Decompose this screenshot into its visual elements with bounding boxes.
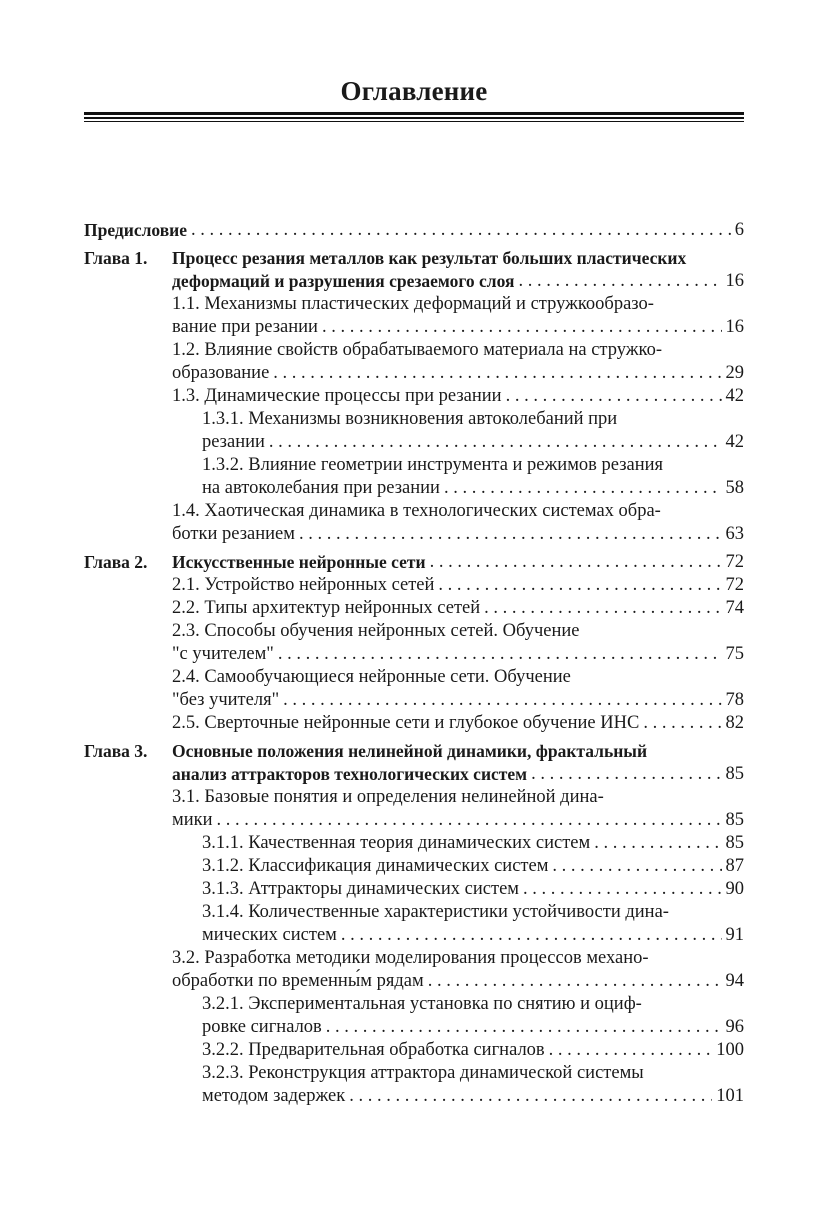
dot-leader xyxy=(514,270,721,293)
entry-title-line: Предисловие xyxy=(84,220,188,240)
entry-last-line xyxy=(172,809,744,832)
toc-entry[interactable] xyxy=(172,620,744,666)
dot-leader xyxy=(345,1085,712,1108)
page-number: 85 xyxy=(725,810,744,830)
entry-title-line: 3.1.1. Качественная теория динамических систем xyxy=(202,833,591,853)
dot-leader xyxy=(337,924,722,947)
dot-leader xyxy=(322,1016,722,1039)
entry-title-line: на автоколебания при резании xyxy=(202,478,440,498)
dot-leader xyxy=(187,219,731,242)
page-number: 85 xyxy=(725,764,744,784)
entry-title-line: 1.3.1. Механизмы возникновения автоколебаний при xyxy=(202,409,618,429)
entry-title-line: вание при резании xyxy=(172,317,318,337)
entry-title-line: 1.1. Механизмы пластических деформаций и стружкообразо- xyxy=(172,294,654,314)
entry-title-line: Основные положения нелинейной динамики, фрактальный xyxy=(172,741,648,761)
page-number: 87 xyxy=(725,856,744,876)
toc-entry[interactable] xyxy=(172,666,744,712)
entry-last-line xyxy=(172,574,744,597)
page-number: 82 xyxy=(725,713,744,733)
page-number: 75 xyxy=(725,644,744,664)
dot-leader xyxy=(318,316,722,339)
entry-title-line: обработки по временны́м рядам xyxy=(172,971,424,991)
entry-title-line: Процесс резания металлов как результат больших пластических xyxy=(172,248,687,268)
page-number: 16 xyxy=(725,317,744,337)
page-number: 101 xyxy=(716,1086,744,1106)
dot-leader xyxy=(426,551,722,574)
chapter-label: Глава 1. xyxy=(84,248,148,268)
entry-last-line xyxy=(172,316,744,339)
dot-leader xyxy=(527,763,721,786)
page-number: 6 xyxy=(734,220,744,240)
page-number: 78 xyxy=(725,690,744,710)
entry-title-line: методом задержек xyxy=(202,1086,346,1106)
toc-entry[interactable] xyxy=(172,500,744,546)
toc-entry[interactable] xyxy=(202,878,744,901)
entry-title-line: 2.2. Типы архитектур нейронных сетей xyxy=(172,598,481,618)
page-number: 29 xyxy=(725,363,744,383)
entry-last-line xyxy=(202,431,744,454)
entry-title-line: деформаций и разрушения срезаемого слоя xyxy=(172,271,515,291)
entry-last-line xyxy=(202,1085,744,1108)
dot-leader xyxy=(590,832,721,855)
toc-entry[interactable] xyxy=(202,408,744,454)
chapter-label: Глава 3. xyxy=(84,741,148,761)
toc-entry[interactable] xyxy=(172,712,744,735)
entry-last-line xyxy=(172,270,744,293)
page-number: 91 xyxy=(725,925,744,945)
toc-entry[interactable] xyxy=(172,574,744,597)
page-number: 100 xyxy=(716,1040,744,1060)
page-number: 16 xyxy=(725,271,744,291)
entry-title-line: 1.3. Динамические процессы при резании xyxy=(172,386,502,406)
entry-title-line: 3.1.4. Количественные характеристики устойчивости дина- xyxy=(202,902,669,922)
toc-entry[interactable] xyxy=(202,901,744,947)
dot-leader xyxy=(279,689,721,712)
dot-leader xyxy=(639,712,721,735)
dot-leader xyxy=(548,855,721,878)
entry-title-line: мики xyxy=(172,810,213,830)
dot-leader xyxy=(265,431,722,454)
dot-leader xyxy=(295,523,722,546)
toc-chapter-entry[interactable] xyxy=(84,740,744,786)
entry-title-line: анализ аттракторов технологических систем xyxy=(172,764,528,784)
page-number: 42 xyxy=(725,386,744,406)
entry-title-line: 2.3. Способы обучения нейронных сетей. Обучение xyxy=(172,621,580,641)
entry-title-line: 3.2. Разработка методики моделирования процессов механо- xyxy=(172,948,649,968)
entry-title-line: 3.1. Базовые понятия и определения нелинейной дина- xyxy=(172,787,604,807)
page-number: 63 xyxy=(725,524,744,544)
toc-entry[interactable] xyxy=(172,339,744,385)
entry-title-line: 1.4. Хаотическая динамика в технологических системах обра- xyxy=(172,501,661,521)
entry-title-line: 1.3.2. Влияние геометрии инструмента и режимов резания xyxy=(202,455,664,475)
toc-entry[interactable] xyxy=(202,1062,744,1108)
page-number: 74 xyxy=(725,598,744,618)
toc-chapter-entry[interactable] xyxy=(84,247,744,293)
table-of-contents xyxy=(84,219,744,1108)
entry-last-line xyxy=(202,1016,744,1039)
entry-title-line: 3.1.2. Классификация динамических систем xyxy=(202,856,549,876)
entry-last-line xyxy=(84,219,744,242)
dot-leader xyxy=(480,597,721,620)
toc-entry[interactable] xyxy=(202,855,744,878)
entry-last-line xyxy=(202,1039,744,1062)
page-number: 72 xyxy=(725,552,744,572)
dot-leader xyxy=(519,878,722,901)
toc-entry[interactable] xyxy=(202,454,744,500)
entry-title-line: мических систем xyxy=(202,925,337,945)
entry-title-line: 3.2.2. Предварительная обработка сигналов xyxy=(202,1040,545,1060)
page-number: 85 xyxy=(725,833,744,853)
page-number: 58 xyxy=(725,478,744,498)
toc-entry[interactable] xyxy=(172,385,744,408)
title-rule-thick xyxy=(84,112,744,115)
dot-leader xyxy=(424,970,722,993)
dot-leader xyxy=(545,1039,713,1062)
entry-last-line xyxy=(172,385,744,408)
chapter-label: Глава 2. xyxy=(84,552,148,572)
page-number: 94 xyxy=(725,971,744,991)
entry-last-line xyxy=(172,643,744,666)
entry-last-line xyxy=(172,763,744,786)
entry-title-line: 2.4. Самообучающиеся нейронные сети. Обучение xyxy=(172,667,571,687)
dot-leader xyxy=(502,385,722,408)
entry-title-line: 1.2. Влияние свойств обрабатываемого материала на стружко- xyxy=(172,340,662,360)
entry-last-line xyxy=(172,523,744,546)
entry-last-line xyxy=(172,551,744,574)
dot-leader xyxy=(274,643,722,666)
toc-entry[interactable] xyxy=(202,1039,744,1062)
entry-title-line: "без учителя" xyxy=(172,690,280,710)
entry-title-line: "с учителем" xyxy=(172,644,274,664)
entry-title-line: ровке сигналов xyxy=(202,1017,322,1037)
dot-leader xyxy=(440,477,722,500)
entry-title-line: 3.1.3. Аттракторы динамических систем xyxy=(202,879,519,899)
entry-last-line xyxy=(172,362,744,385)
entry-title-line: Искусственные нейронные сети xyxy=(172,552,426,572)
entry-title-line: 2.5. Сверточные нейронные сети и глубокое обучение ИНС xyxy=(172,713,640,733)
entry-last-line xyxy=(202,855,744,878)
page-number: 90 xyxy=(725,879,744,899)
dot-leader xyxy=(434,574,721,597)
toc-entry[interactable] xyxy=(172,597,744,620)
dot-leader xyxy=(213,809,722,832)
page-number: 42 xyxy=(725,432,744,452)
entry-last-line xyxy=(202,924,744,947)
entry-title-line: резании xyxy=(202,432,265,452)
toc-entry[interactable] xyxy=(172,293,744,339)
entry-last-line xyxy=(202,878,744,901)
toc-chapter-entry[interactable] xyxy=(84,551,744,574)
entry-title-line: образование xyxy=(172,363,270,383)
entry-last-line xyxy=(172,970,744,993)
page-title: Оглавление xyxy=(340,76,488,106)
entry-last-line xyxy=(202,832,744,855)
entry-title-line: 3.2.3. Реконструкция аттрактора динамической системы xyxy=(202,1063,644,1083)
entry-last-line xyxy=(172,689,744,712)
toc-entry[interactable] xyxy=(172,947,744,993)
page-number: 96 xyxy=(725,1017,744,1037)
entry-title-line: ботки резанием xyxy=(172,524,295,544)
dot-leader xyxy=(269,362,721,385)
toc-entry[interactable] xyxy=(202,993,744,1039)
page-number: 72 xyxy=(725,575,744,595)
toc-entry[interactable] xyxy=(172,786,744,832)
entry-title-line: 2.1. Устройство нейронных сетей xyxy=(172,575,435,595)
entry-last-line xyxy=(172,597,744,620)
entry-last-line xyxy=(202,477,744,500)
toc-preface-entry[interactable] xyxy=(84,219,744,242)
title-rule-thin xyxy=(84,121,744,122)
entry-last-line xyxy=(172,712,744,735)
title-rule-middle xyxy=(84,117,744,119)
entry-title-line: 3.2.1. Экспериментальная установка по снятию и оциф- xyxy=(202,994,642,1014)
toc-entry[interactable] xyxy=(202,832,744,855)
